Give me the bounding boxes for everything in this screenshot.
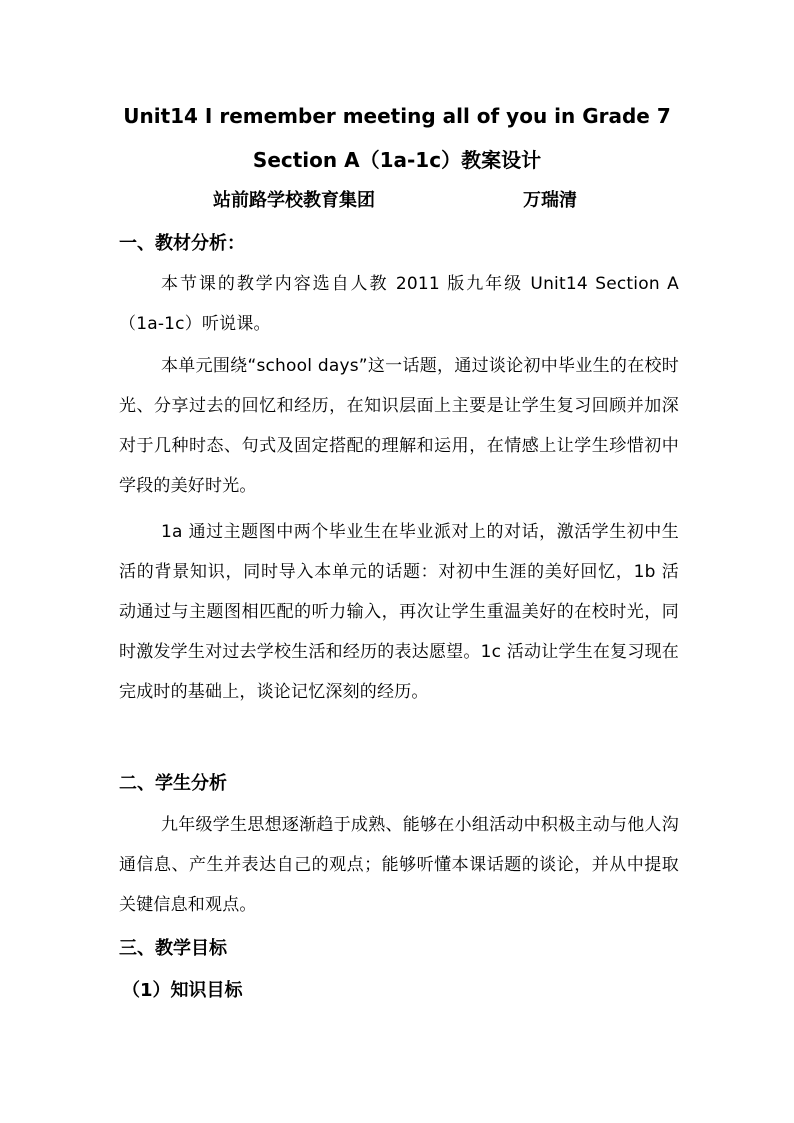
section-heading-teaching-goals: 三、教学目标 (119, 938, 227, 959)
school-name: 站前路学校教育集团 (213, 190, 375, 211)
paragraph-unit-overview: 本单元围绕“school days”这一话题，通过谈论初中毕业生的在校时光、分享过去的回忆和经历，在知识层面上主要是让学生复习回顾并加深对于几种时态、句式及固定搭配的理解和运用，在情感上让学生珍惜初中学段的美好时光。 (119, 356, 679, 496)
paragraph-activity-description: 1a 通过主题图中两个毕业生在毕业派对上的对话，激活学生初中生活的背景知识，同时导入本单元的话题：对初中生涯的美好回忆，1b 活动通过与主题图相匹配的听力输入，再次让学生重温美好的在校时光，同时激发学生对过去学校生活和经历的表达愿望。1c 活动让学生在复习现在完成时的基础上，谈论记忆深刻的经历。 (119, 522, 679, 702)
paragraph-textbook-source: 本节课的教学内容选自人教 2011 版九年级 Unit14 Section A（1a-1c）听说课。 (119, 274, 679, 334)
section-heading-textbook-analysis: 一、教材分析： (119, 233, 245, 254)
paragraph-student-analysis: 九年级学生思想逐渐趋于成熟、能够在小组活动中积极主动与他人沟通信息、产生并表达自己的观点；能够听懂本课话题的谈论，并从中提取关键信息和观点。 (119, 815, 679, 915)
subheading-knowledge-goals: （1）知识目标 (122, 980, 243, 1001)
section-heading-student-analysis: 二、学生分析 (119, 773, 227, 794)
author-name: 万瑞清 (523, 190, 577, 211)
document-subtitle: Section A（1a-1c）教案设计 (252, 148, 542, 172)
document-title: Unit14 I remember meeting all of you in Grade 7 (123, 104, 671, 128)
